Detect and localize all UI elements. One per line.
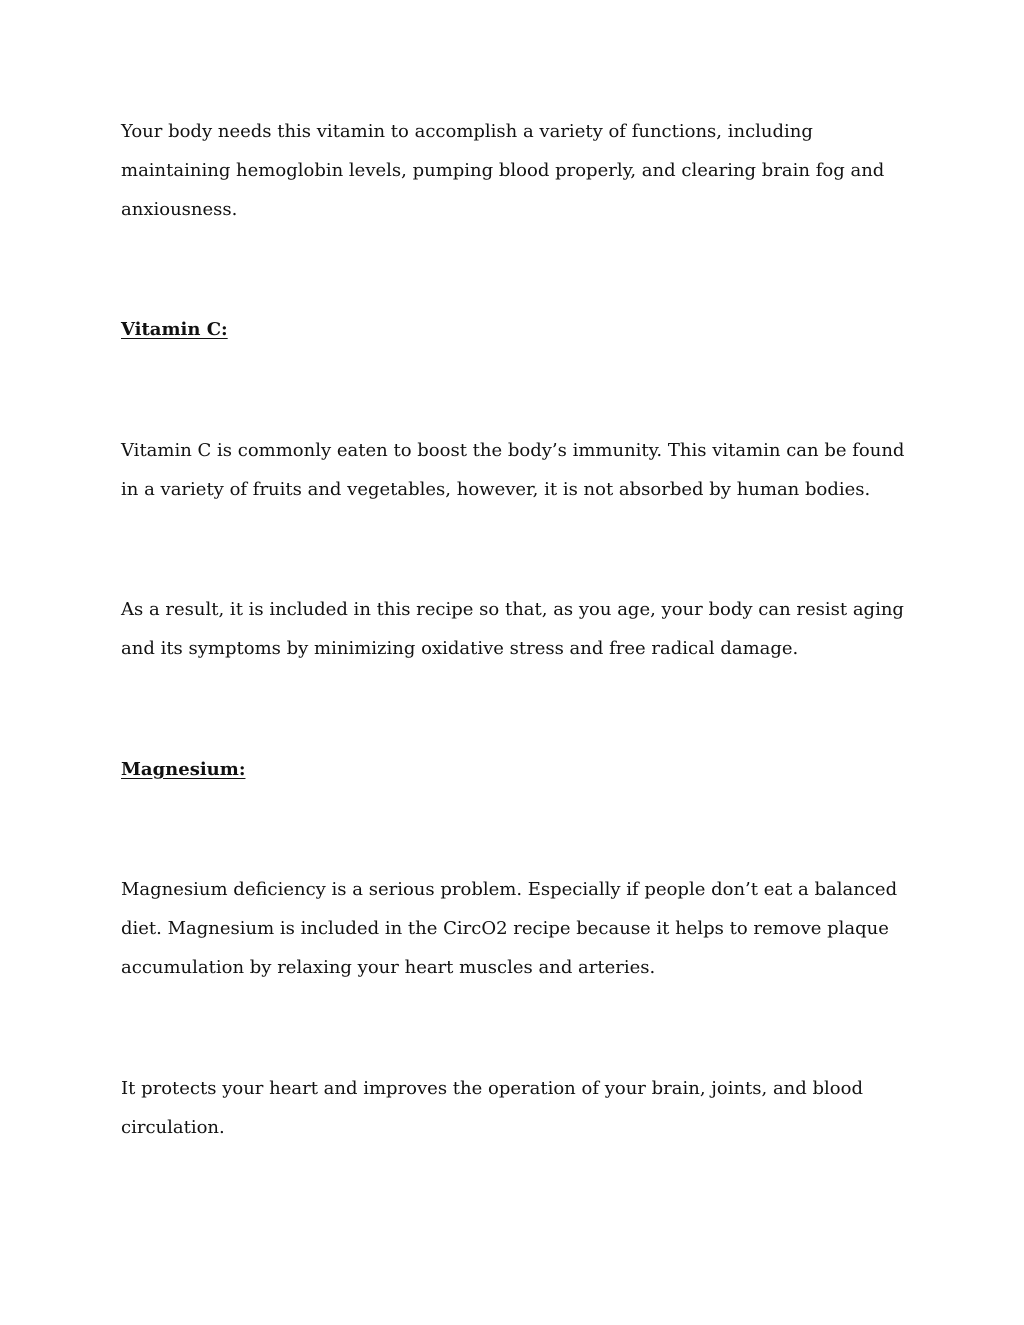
heading-vitamin-c: Vitamin C:	[121, 319, 228, 340]
paragraph-magnesium-benefits: It protects your heart and improves the operation of your brain, joints, and blood circulation.	[121, 1078, 863, 1138]
heading-magnesium: Magnesium:	[121, 759, 246, 780]
paragraph-magnesium-deficiency: Magnesium deficiency is a serious problem. Especially if people don’t eat a balanced diet. Magnesium is included in the CircO2 recipe because it helps to remove plaque accumulation by relaxing your heart muscles and arteries.	[121, 879, 898, 978]
paragraph-vitamin-c-immunity: Vitamin C is commonly eaten to boost the body’s immunity. This vitamin can be found in a variety of fruits and vegetables, however, it is not absorbed by human bodies.	[121, 440, 905, 500]
paragraph-vitamin-functions: Your body needs this vitamin to accomplish a variety of functions, including maintaining hemoglobin levels, pumping blood properly, and clearing brain fog and anxiousness.	[121, 121, 885, 220]
paragraph-vitamin-c-aging: As a result, it is included in this recipe so that, as you age, your body can resist aging and its symptoms by minimizing oxidative stress and free radical damage.	[121, 599, 904, 659]
